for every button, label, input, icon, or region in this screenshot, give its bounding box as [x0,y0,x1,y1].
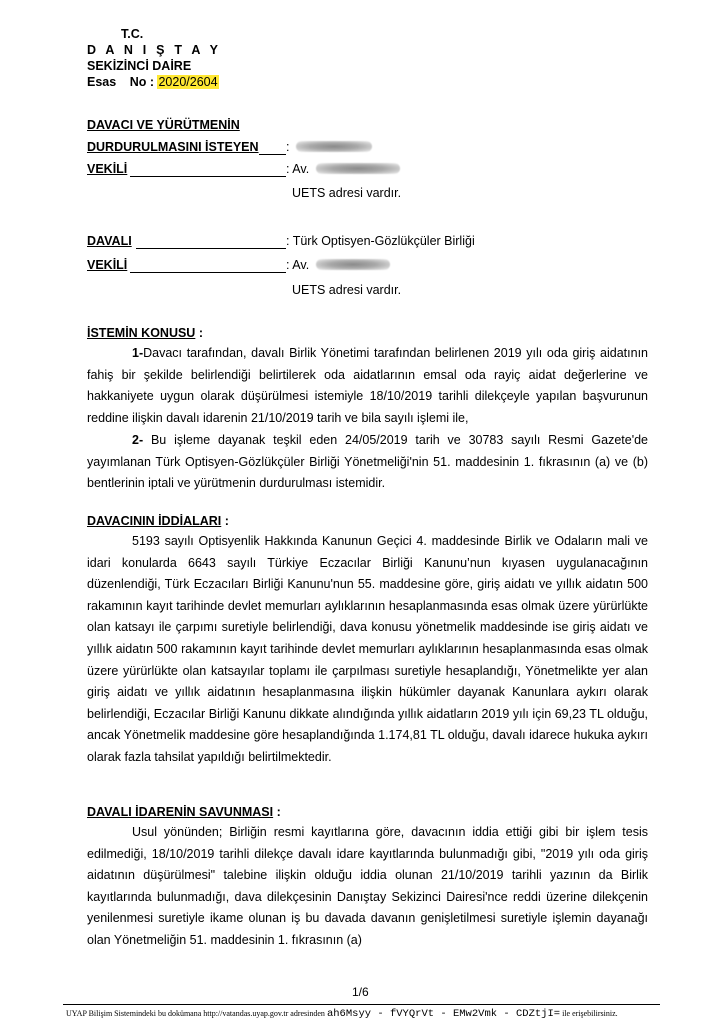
section-title-savunma: DAVALI İDARENİN SAVUNMASI : [87,805,281,819]
defendant-attorney-value: : Av. [286,258,390,273]
underline-fill [259,154,286,155]
plaintiff-label-line1: DAVACI VE YÜRÜTMENİN [87,118,240,132]
underline-fill [136,248,286,249]
footer-uyap-notice: UYAP Bilişim Sistemindeki bu dokümana http://vatandas.uyap.gov.tr adresinden ah6Msyy - fVYQrVt - EMw2Vmk - CDZtjI= ile erişebilirsiniz. [66,1008,618,1020]
redacted-defendant-attorney [316,259,390,270]
defendant-attorney-label: VEKİLİ [87,258,128,272]
defendant-value: : Türk Optisyen-Gözlükçüler Birliği [286,234,475,248]
redacted-plaintiff-attorney [316,163,400,174]
istem-item-1: 1-Davacı tarafından, davalı Birlik Yönetimi tarafından belirlenen 2019 yılı oda giriş aidatının fahiş bir şekilde belirlendiği belirtilerek oda aidatlarının emsal oda rayiç aidat değerlerine ve hakkaniyete uygun olarak düşürülmesi istemiyle 18/10/2019 tarihli dilekçeyle yapılan başvurunun reddine ilişkin davalı idarenin 21/10/2019 tarih ve bila sayılı işlemi ile, [87,346,648,425]
istem-item-2: 2- Bu işleme dayanak teşkil eden 24/05/2019 tarih ve 30783 sayılı Resmi Gazete'de yayımlanan Türk Optisyen-Gözlükçüler Birliği Yönetmeliği'nin 51. maddesinin 1. fıkrasının (a) ve (b) bentlerinin iptali ve yürütmenin durdurulması istemidir. [87,433,648,491]
plaintiff-value: : [286,140,372,155]
esas-number-highlight: 2020/2604 [158,75,218,89]
redacted-plaintiff-name [296,141,372,152]
underline-fill [130,176,286,177]
section-title-iddialar: DAVACININ İDDİALARI : [87,514,229,528]
court-name: D A N I Ş T A Y [87,43,222,57]
item-number: 2- [132,433,144,447]
no-label: No : [129,75,154,89]
access-code: ah6Msyy - fVYQrVt - EMw2Vmk - CDZtjI= [326,1008,561,1020]
page-number: 1/6 [352,985,369,999]
header-tc: T.C. [121,27,144,41]
underline-fill [130,272,286,273]
defendant-uets: UETS adresi vardır. [292,283,402,297]
chamber-name: SEKİZİNCİ DAİRE [87,59,192,73]
plaintiff-attorney-value: : Av. [286,162,400,177]
section-title-istem: İSTEMİN KONUSU : [87,326,203,340]
case-number-line [87,75,219,90]
plaintiff-attorney-label: VEKİLİ [87,162,128,176]
footer-divider [63,1004,660,1005]
savunma-paragraph: Usul yönünden; Birliğin resmi kayıtlarına göre, davacının iddia ettiği gibi bir işlem tesis edilmediği, 18/10/2019 tarihli dilekçe davalı idare kayıtlarında bulunmadığı gibi, "2019 yılı oda giriş aidatının düşürülmesi" talebine ilişkin olduğu iddia olunan 21/10/2019 tarihli yazının da Birlik kayıtlarında bulunmadığı, dava dilekçesinin Danıştay Sekizinci Dairesi'nce reddi üzerine dilekçenin yenilenmesi suretiyle ikame olunan iş bu davada davanın genişletilmesi suretiyle işlemin dayanağı olan Yönetmeliğin 51. maddesinin 1. fıkrasının (a) [87,825,648,947]
iddialar-paragraph: 5193 sayılı Optisyenlik Hakkında Kanunun Geçici 4. maddesinde Birlik ve Odaların mali ve idari konularda 6643 sayılı Türkiye Eczacılar Birliği Kanunu’nun kıyasen uygulanacağının düzenlendiği, Türk Eczacıları Birliği Kanunu'nun 55. maddesine göre, giriş aidatı ve yıllık aidatın 500 rakamının kayıt tarihinde devlet memurları aylıklarının hesaplanmasında esas olmak üzere yürürlükte olan katsayı ile çarpımı suretiyle belirlendiği, dava konusu yönetmelik maddesinde ise giriş aidatı ve yıllık aidatın 500 rakamının kayıt tarihinde devlet memurları aylıklarının hesaplanmasında esas olmak üzere yürürlükte olan katsayılar toplamı ile çarpılması suretiyle hesaplandığı, Yönetmelikte yer alan giriş aidatı ve yıllık aidatının hesaplanmasına ilişkin hükümler dayanak Kanunlara aykırı olarak belirlendiği, Eczacılar Birliği Kanunu dikkate alındığında yıllık aidatların 2019 yılı için 69,23 TL olduğu, ancak Yönetmelik maddesine göre hesaplandığında 1.174,81 TL olduğu, davalı idarece hukuka aykırı olarak fazla tahsilat yapıldığı belirtilmektedir. [87,534,648,764]
plaintiff-uets: UETS adresi vardır. [292,186,402,200]
plaintiff-label-line2: DURDURULMASINI İSTEYEN [87,140,259,154]
item-number: 1- [132,346,144,360]
defendant-label: DAVALI [87,234,132,248]
esas-label: Esas [87,75,117,89]
